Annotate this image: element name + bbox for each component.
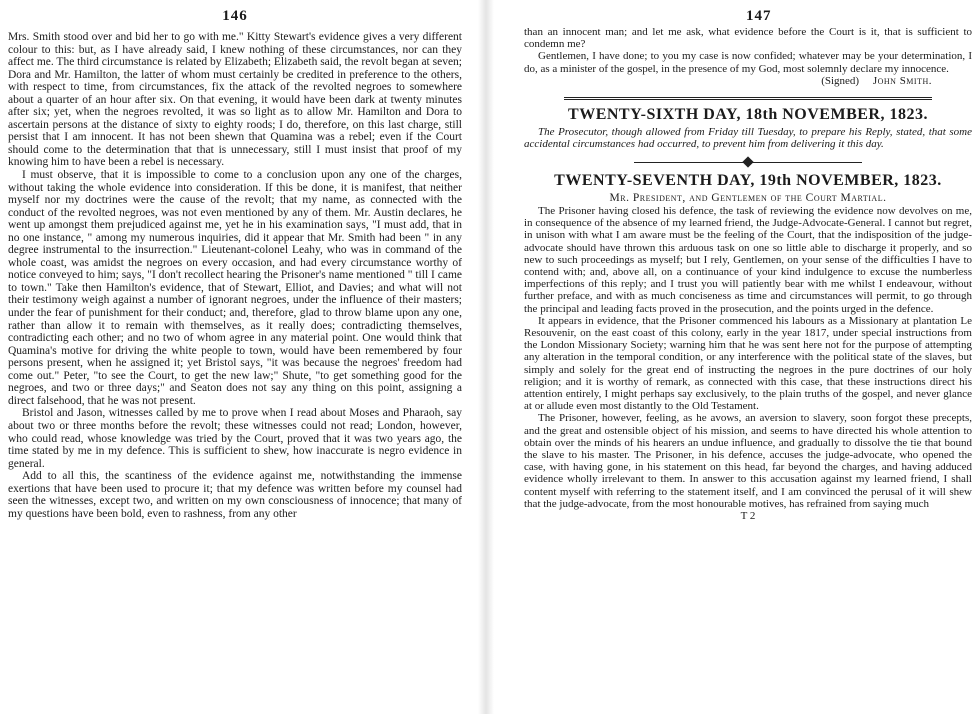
diamond-ornament-icon — [742, 157, 753, 168]
paragraph: Mrs. Smith stood over and bid her to go with me." Kitty Stewart's evidence gives a very different colour to this: but, as I have already said, I knew nothing of these circumstances, nor can they affect me. The third circumstance is related by Elizabeth; Elizabeth said, the revolt began at seven; Dora and Mr. Hamilton, the latter of whom must certainly be credited in preference to the others, with respect to time, from circumstances, fix the attack of the revolted negroes to somewhere about a quarter of an hour after six. On that evening, it would have been dark at twenty minutes after six; yet, when the negroes revolted, it was so light as to allow Mr. Hamilton and Dora to ascertain persons at the distance of sixty to eighty roods; I do, therefore, on this last charge, still persist that I am innocent. It has not been shewn that Quamina was a rebel; even if the Court should come to the determination that that is unnecessary, still I must insist that proof of my knowing him to have been a rebel is necessary. — [8, 31, 462, 169]
paragraph: than an innocent man; and let me ask, what evidence before the Court is it, that is sufficient to condemn me? — [524, 26, 972, 51]
paragraph: It appears in evidence, that the Prisoner commenced his labours as a Missionary at plantation Le Resouvenir, on the east coast of this colony, early in the year 1817, under special instructions from the London Missionary Society; warning him that he was sent here not for the purpose of attempting any alteration in the temporal condition, or any interference with the political state of the slaves, but simply and solely for the great end of instructing the negroes in the pure doctrines of our holy religion; and it is worthy of remark, as connected with this case, that these instructions direct his attention entirely, I might perhaps say exclusively, to the plain truths of the gospel, and never glance at or allude even most distantly to the Old Testament. — [524, 314, 972, 413]
right-page — [496, 0, 980, 714]
page-number: 147 — [746, 8, 772, 24]
body-text — [524, 205, 972, 510]
paragraph: Add to all this, the scantiness of the evidence against me, notwithstanding the immense exertions that have been used to procure it; that my defence was written before my counsel had seen the witnesses, except two, and written on my own consciousness of innocence; that many of my questions have been bold, even to rashness, from any other — [8, 470, 462, 520]
day-heading: TWENTY-SEVENTH DAY, 19th NOVEMBER, 1823. — [554, 172, 942, 190]
page-number: 146 — [222, 8, 248, 24]
paragraph: Gentlemen, I have done; to you my case is now confided; whatever may be your determination, I do, as a minister of the gospel, in the presence of my God, most solemnly declare my innocence. — [524, 50, 972, 75]
section-divider — [564, 97, 932, 100]
day-note: The Prosecutor, though allowed from Friday till Tuesday, to prepare his Reply, stated, that some accidental circumstances had occurred, to prevent him from delivering it this day. — [524, 126, 972, 151]
body-text — [524, 26, 972, 87]
left-page — [0, 0, 476, 714]
day-heading: TWENTY-SIXTH DAY, 18th NOVEMBER, 1823. — [568, 106, 928, 124]
salutation: Mr. President, and Gentlemen of the Court Martial. — [609, 192, 887, 205]
signature — [524, 75, 972, 87]
paragraph: I must observe, that it is impossible to come to a conclusion upon any one of the charges, without taking the whole evidence into consideration. If this be done, it is manifest, that neither myself nor my doctrines were the cause of the revolt; that my name, as connected with the conduct of the revolted negroes, was not even mentioned by any of them. Mr. Austin declares, he went up amongst them prejudiced against me, yet he in his examination says, "I must add, that in no one instance, " among my numerous inquiries, did it appear that Mr. Smith had been " in any degree instrumental to the insurrection." Lieutenant-colonel Leahy, who was in command of the whole coast, was amidst the negroes on every occasion, and had every circumstance worthy of notice conveyed to him; says, "I don't recollect hearing the Prisoner's name mentioned " till I came to town." Take then Hamilton's evidence, that of Stewart, Elliot, and Davies; and what will not their testimony weigh against a number of ignorant negroes, under the influence of their masters; under the fear of punishment for their conduct; and, therefore, glad to throw blame upon any one, rather than allow it to remain with themselves, as it really does; contradicting themselves, contradicting each other; and no two of whom agree in any material point. One would think that Quamina's motive for driving the white people to town, would have been remembered by four persons present, when he assigned it; yet Bristol says, "it was because the negroes' freedom had come out." Peter, "to see the Court, to get the new law;" Shute, "to get something good for the negroes, and two or three days;" and Seaton does not say any thing on this point, assigning a direct falsehood, that he was not present. — [8, 169, 462, 407]
book-gutter — [478, 0, 494, 714]
body-text — [8, 31, 462, 520]
signature-name: John Smith. — [872, 74, 932, 87]
signature-prefix: (Signed) — [821, 74, 860, 87]
paragraph: Bristol and Jason, witnesses called by me to prove when I read about Moses and Pharaoh, say about two or three months before the revolt; these witnesses could not read; London, however, who could read, whose knowledge was tried by the Court, proved that it was two years ago, the time stated by me in my defence. This is sufficient to shew, how inaccurate is negro evidence in general. — [8, 407, 462, 470]
paragraph: The Prisoner having closed his defence, the task of reviewing the evidence now devolves on me, in consequence of the absence of my learned friend, the Judge-Advocate-General. I cannot but regret, in unison with what I am aware must be the feeling of the Court, that the indisposition of the judge-advocate should have thrown this arduous task on one so little able to discharge it properly, and so new to such proceedings as myself; but I rely, Gentlemen, on your sense of the difficulties I have to contend with; and, above all, on a continuance of your kind indulgence to excuse the numberless imperfections of this reply; and I trust you will patiently bear with me whilst I endeavour, without further preface, and with as much conciseness as time and circumstances will permit, to go through the principal and leading facts proved in the prosecution, and the points urged in the defence. — [524, 204, 972, 315]
paragraph: The Prisoner, however, feeling, as he avows, an aversion to slavery, soon forgot these precepts, and the great and ostensible object of his mission, and seems to have directed his whole attention to obtain over the minds of his hearers an undue influence, and gradually to dissolve the tie that bound the slave to his master. The Prisoner, in his defence, accuses the judge-advocate, who opened the case, with having gone, in his statement on this head, far beyond the charges, and having adduced evidence wholly irrelevant to them. In answer to this accusation against my learned friend, I shall content myself with referring to the statement itself, and I am convinced the perusal of it will shew that the judge-advocate, from the most honourable motives, has refrained from saying much — [524, 412, 972, 510]
signature-mark: T 2 — [740, 510, 756, 522]
ornament-divider — [634, 158, 862, 168]
